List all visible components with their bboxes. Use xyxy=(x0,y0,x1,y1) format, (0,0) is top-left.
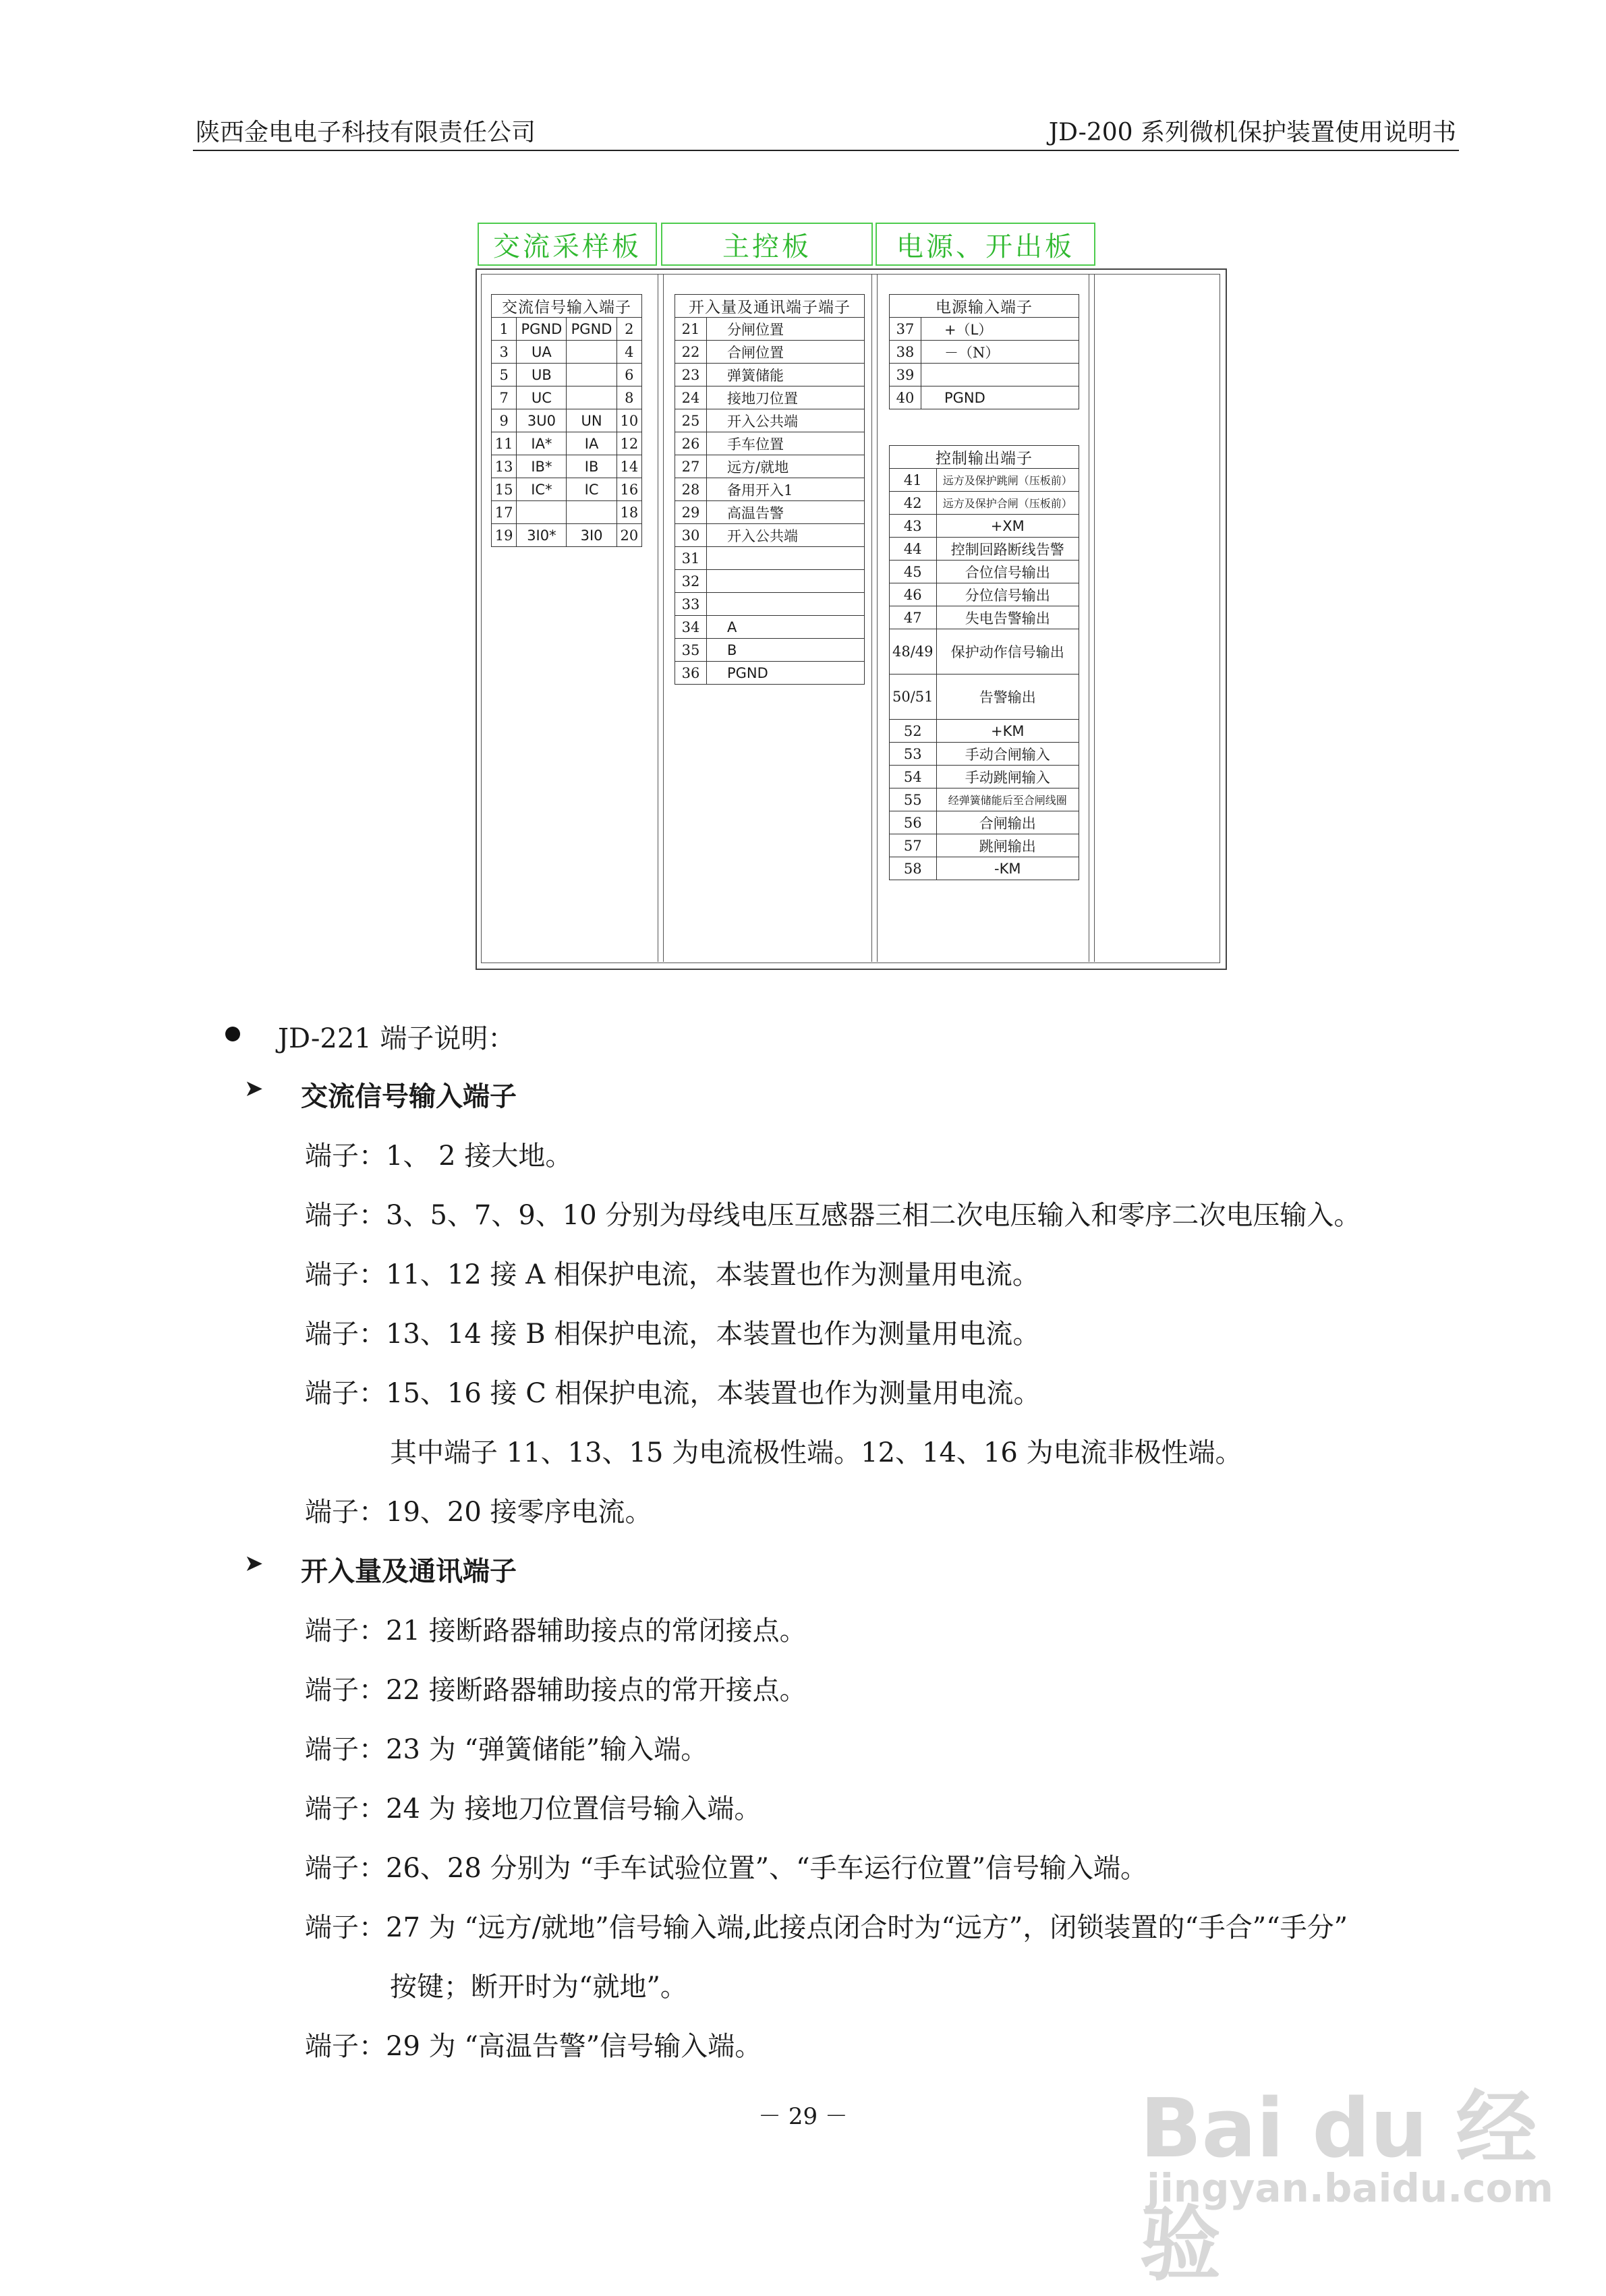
terminal-number: 14 xyxy=(616,455,641,478)
terminal-label: 手车位置 xyxy=(707,432,865,455)
terminal-number: 37 xyxy=(890,318,921,341)
terminal-number: 30 xyxy=(675,524,707,547)
table-row xyxy=(492,478,642,501)
terminal-number: 20 xyxy=(616,524,641,547)
terminal-label: 手动跳闸输入 xyxy=(936,766,1079,788)
text-line: 端子：23 为 “弹簧储能”输入端。 xyxy=(305,1734,708,1765)
control-output-terminal-table xyxy=(889,445,1079,880)
terminal-number: 25 xyxy=(675,409,707,432)
terminal-label: 告警输出 xyxy=(936,675,1079,720)
text-line: 其中端子 11、13、15 为电流极性端。12、14、16 为电流非极性端。 xyxy=(390,1437,1242,1468)
terminal-number: 35 xyxy=(675,639,707,662)
subsection-ac-input: 交流信号输入端子 xyxy=(301,1081,517,1112)
terminal-number: 42 xyxy=(890,492,937,515)
terminal-label xyxy=(707,593,865,616)
terminal-number: 27 xyxy=(675,455,707,478)
terminal-number: 43 xyxy=(890,515,937,538)
table-row xyxy=(492,364,642,386)
bullet-icon xyxy=(225,1027,240,1041)
table-row xyxy=(890,386,1079,409)
ac-input-caption: 交流信号输入端子 xyxy=(492,295,642,318)
table-row xyxy=(890,675,1079,720)
terminal-label: PGND xyxy=(707,662,865,685)
terminal-signal: UB xyxy=(517,364,567,386)
terminal-signal xyxy=(567,341,616,364)
table-row xyxy=(675,386,865,409)
binary-input-terminal-table xyxy=(675,294,865,685)
terminal-number: 45 xyxy=(890,561,937,583)
terminal-number: 57 xyxy=(890,834,937,857)
terminal-signal: IA* xyxy=(517,432,567,455)
terminal-label: 弹簧储能 xyxy=(707,364,865,386)
terminal-label: 远方及保护合闸（压板前） xyxy=(936,492,1079,515)
terminal-label: 接地刀位置 xyxy=(707,386,865,409)
control-output-caption: 控制输出端子 xyxy=(890,446,1079,469)
terminal-signal: IB xyxy=(567,455,616,478)
table-row xyxy=(675,409,865,432)
terminal-number: 48/49 xyxy=(890,629,937,675)
text-line: 端子：3、5、7、9、10 分别为母线电压互感器三相二次电压输入和零序二次电压输入。 xyxy=(305,1200,1361,1231)
ac-board-label: 交流采样板 xyxy=(478,223,657,266)
terminal-number: 44 xyxy=(890,538,937,561)
header-company: 陕西金电电子科技有限责任公司 xyxy=(196,119,536,146)
terminal-number: 9 xyxy=(492,409,517,432)
terminal-number: 2 xyxy=(616,318,641,341)
table-row xyxy=(492,455,642,478)
table-row xyxy=(890,629,1079,675)
terminal-number: 17 xyxy=(492,501,517,524)
text-line: 端子：27 为 “远方/就地”信号输入端,此接点闭合时为“远方”，闭锁装置的“手合”“手分” xyxy=(305,1912,1348,1943)
terminal-label: 经弹簧储能后至合闸线圈 xyxy=(936,788,1079,811)
table-row xyxy=(675,662,865,685)
terminal-number: 6 xyxy=(616,364,641,386)
terminal-number: 18 xyxy=(616,501,641,524)
main-board-label: 主控板 xyxy=(661,223,873,266)
terminal-signal: 3U0 xyxy=(517,409,567,432)
terminal-label: 失电告警输出 xyxy=(936,606,1079,629)
terminal-label: +XM xyxy=(936,515,1079,538)
table-row xyxy=(675,341,865,364)
watermark-brand: Bai du 经验 xyxy=(1140,2082,1537,2292)
text-line: 按键；断开时为“就地”。 xyxy=(390,1972,687,2003)
terminal-signal: PGND xyxy=(567,318,616,341)
terminal-signal xyxy=(567,364,616,386)
header-rule xyxy=(193,150,1459,151)
terminal-number: 41 xyxy=(890,469,937,492)
table-row xyxy=(492,386,642,409)
terminal-label: 分闸位置 xyxy=(707,318,865,341)
table-row xyxy=(675,524,865,547)
terminal-number: 55 xyxy=(890,788,937,811)
terminal-number: 58 xyxy=(890,857,937,880)
column-divider xyxy=(877,274,878,962)
terminal-label xyxy=(921,364,1079,386)
terminal-number: 10 xyxy=(616,409,641,432)
section-title: JD-221 端子说明： xyxy=(278,1023,515,1054)
terminal-number: 52 xyxy=(890,720,937,743)
terminal-number: 34 xyxy=(675,616,707,639)
table-row xyxy=(675,478,865,501)
terminal-label xyxy=(707,570,865,593)
terminal-label: 合闸输出 xyxy=(936,811,1079,834)
table-row xyxy=(890,561,1079,583)
terminal-label: 分位信号输出 xyxy=(936,583,1079,606)
table-row xyxy=(890,720,1079,743)
table-row xyxy=(890,834,1079,857)
table-row xyxy=(492,409,642,432)
power-input-caption: 电源输入端子 xyxy=(890,295,1079,318)
terminal-number: 11 xyxy=(492,432,517,455)
table-row xyxy=(492,432,642,455)
table-row xyxy=(675,547,865,570)
text-line: 端子：1、 2 接大地。 xyxy=(305,1141,573,1172)
terminal-number: 5 xyxy=(492,364,517,386)
text-line: 端子：15、16 接 C 相保护电流，本装置也作为测量用电流。 xyxy=(305,1378,1041,1409)
table-row xyxy=(890,538,1079,561)
terminal-signal: 3I0* xyxy=(517,524,567,547)
terminal-number: 15 xyxy=(492,478,517,501)
terminal-number: 26 xyxy=(675,432,707,455)
text-line: 端子：29 为 “高温告警”信号输入端。 xyxy=(305,2031,762,2062)
terminal-label: 远方/就地 xyxy=(707,455,865,478)
terminal-number: 46 xyxy=(890,583,937,606)
terminal-label: 合位信号输出 xyxy=(936,561,1079,583)
table-row xyxy=(675,318,865,341)
text-line: 端子：19、20 接零序电流。 xyxy=(305,1497,652,1528)
terminal-label: -KM xyxy=(936,857,1079,880)
table-row xyxy=(675,616,865,639)
terminal-signal: UC xyxy=(517,386,567,409)
terminal-label: +KM xyxy=(936,720,1079,743)
terminal-number: 47 xyxy=(890,606,937,629)
terminal-signal: IC* xyxy=(517,478,567,501)
terminal-number: 32 xyxy=(675,570,707,593)
terminal-signal: PGND xyxy=(517,318,567,341)
text-line: 端子：21 接断路器辅助接点的常闭接点。 xyxy=(305,1615,807,1646)
arrow-bullet-icon: ➤ xyxy=(244,1075,264,1102)
table-row xyxy=(890,788,1079,811)
table-row xyxy=(492,318,642,341)
header-manual-title: JD-200 系列微机保护装置使用说明书 xyxy=(1048,119,1456,146)
terminal-signal: IA xyxy=(567,432,616,455)
terminal-number: 16 xyxy=(616,478,641,501)
terminal-label: 保护动作信号输出 xyxy=(936,629,1079,675)
terminal-number: 3 xyxy=(492,341,517,364)
terminal-number: 56 xyxy=(890,811,937,834)
terminal-number: 13 xyxy=(492,455,517,478)
terminal-signal xyxy=(567,386,616,409)
arrow-bullet-icon: ➤ xyxy=(244,1550,264,1577)
terminal-label: 备用开入1 xyxy=(707,478,865,501)
terminal-number: 7 xyxy=(492,386,517,409)
terminal-number: 31 xyxy=(675,547,707,570)
ac-input-terminal-table xyxy=(491,294,642,547)
terminal-label: +（L） xyxy=(921,318,1079,341)
terminal-label: 开入公共端 xyxy=(707,524,865,547)
terminal-label: PGND xyxy=(921,386,1079,409)
terminal-label: 合闸位置 xyxy=(707,341,865,364)
table-row xyxy=(890,364,1079,386)
table-row xyxy=(675,639,865,662)
table-row xyxy=(492,341,642,364)
terminal-number: 21 xyxy=(675,318,707,341)
terminal-signal xyxy=(517,501,567,524)
terminal-label: A xyxy=(707,616,865,639)
table-row xyxy=(890,766,1079,788)
terminal-number: 54 xyxy=(890,766,937,788)
terminal-signal: IB* xyxy=(517,455,567,478)
table-row xyxy=(675,570,865,593)
terminal-number: 22 xyxy=(675,341,707,364)
terminal-number: 39 xyxy=(890,364,921,386)
terminal-label: 高温告警 xyxy=(707,501,865,524)
column-divider xyxy=(663,274,664,962)
table-row xyxy=(890,606,1079,629)
terminal-number: 8 xyxy=(616,386,641,409)
table-row xyxy=(890,743,1079,766)
terminal-number: 19 xyxy=(492,524,517,547)
table-row xyxy=(675,455,865,478)
terminal-signal: UN xyxy=(567,409,616,432)
terminal-label: 跳闸输出 xyxy=(936,834,1079,857)
text-line: 端子：11、12 接 A 相保护电流，本装置也作为测量用电流。 xyxy=(305,1259,1039,1290)
terminal-signal xyxy=(567,501,616,524)
terminal-number: 53 xyxy=(890,743,937,766)
terminal-signal: UA xyxy=(517,341,567,364)
table-row xyxy=(675,501,865,524)
terminal-number: 28 xyxy=(675,478,707,501)
terminal-label: B xyxy=(707,639,865,662)
table-row xyxy=(890,811,1079,834)
terminal-number: 29 xyxy=(675,501,707,524)
table-row xyxy=(492,524,642,547)
subsection-binary-input: 开入量及通讯端子 xyxy=(301,1555,517,1587)
terminal-number: 50/51 xyxy=(890,675,937,720)
power-board-label: 电源、开出板 xyxy=(876,223,1095,266)
terminal-label: －（N） xyxy=(921,341,1079,364)
column-divider xyxy=(871,274,872,962)
terminal-number: 1 xyxy=(492,318,517,341)
terminal-label: 控制回路断线告警 xyxy=(936,538,1079,561)
terminal-label: 手动合闸输入 xyxy=(936,743,1079,766)
table-row xyxy=(675,593,865,616)
text-line: 端子：26、28 分别为 “手车试验位置”、“手车运行位置”信号输入端。 xyxy=(305,1853,1148,1884)
table-row xyxy=(675,432,865,455)
terminal-number: 24 xyxy=(675,386,707,409)
table-row xyxy=(492,501,642,524)
terminal-label: 远方及保护跳闸（压板前） xyxy=(936,469,1079,492)
column-divider xyxy=(1094,274,1095,962)
text-line: 端子：13、14 接 B 相保护电流，本装置也作为测量用电流。 xyxy=(305,1319,1040,1350)
table-row xyxy=(890,515,1079,538)
table-row xyxy=(890,583,1079,606)
terminal-signal: IC xyxy=(567,478,616,501)
text-line: 端子：22 接断路器辅助接点的常开接点。 xyxy=(305,1675,807,1706)
terminal-label xyxy=(707,547,865,570)
watermark-url: jingyan.baidu.com xyxy=(1147,2165,1553,2211)
text-line: 端子：24 为 接地刀位置信号输入端。 xyxy=(305,1793,762,1825)
terminal-number: 38 xyxy=(890,341,921,364)
table-row xyxy=(890,492,1079,515)
terminal-number: 36 xyxy=(675,662,707,685)
terminal-number: 12 xyxy=(616,432,641,455)
table-row xyxy=(675,364,865,386)
terminal-number: 40 xyxy=(890,386,921,409)
table-row xyxy=(890,469,1079,492)
terminal-signal: 3I0 xyxy=(567,524,616,547)
terminal-number: 4 xyxy=(616,341,641,364)
page-number: － 29 － xyxy=(758,2103,848,2130)
terminal-label: 开入公共端 xyxy=(707,409,865,432)
power-input-terminal-table xyxy=(889,294,1079,409)
table-row xyxy=(890,318,1079,341)
table-row xyxy=(890,857,1079,880)
table-row xyxy=(890,341,1079,364)
binary-input-caption: 开入量及通讯端子端子 xyxy=(675,295,865,318)
terminal-number: 33 xyxy=(675,593,707,616)
terminal-number: 23 xyxy=(675,364,707,386)
